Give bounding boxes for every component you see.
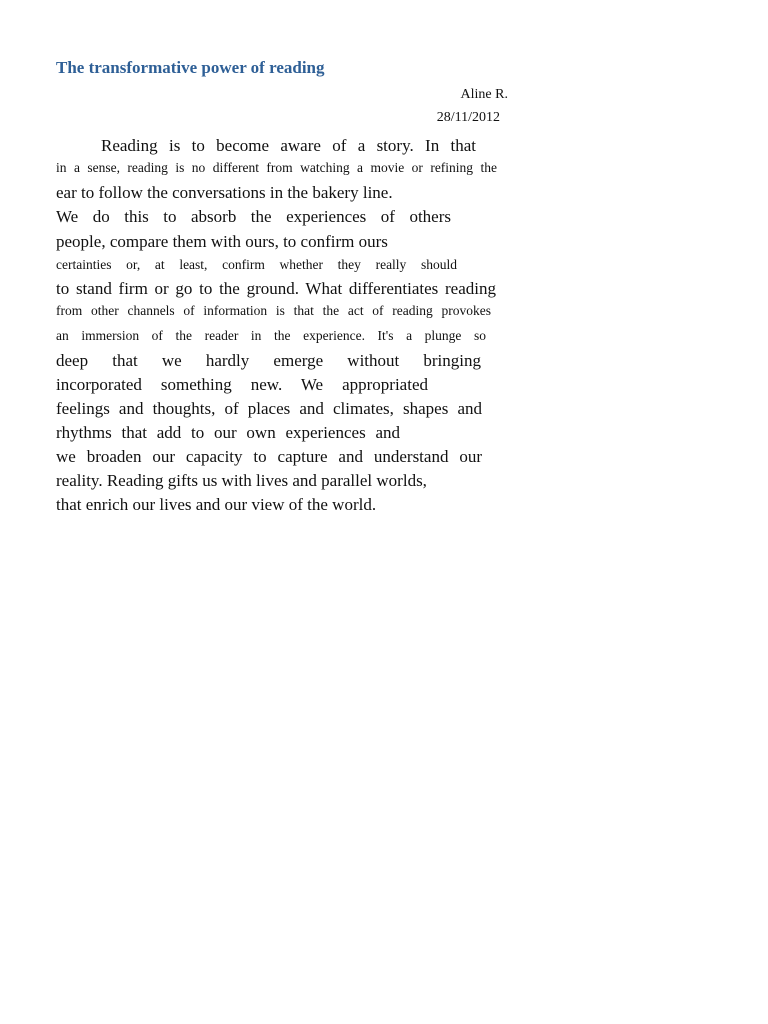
paragraph-line: an immersion of the reader in the experience. It's a plunge so: [56, 328, 486, 343]
paragraph-line: people, compare them with ours, to confirm ours: [56, 232, 388, 251]
paragraph-line: from other channels of information is that the act of reading provokes: [56, 303, 491, 318]
paragraph-line: incorporated something new. We appropriated: [56, 375, 428, 394]
paragraph-line: feelings and thoughts, of places and climates, shapes and: [56, 399, 482, 418]
paragraph-line: deep that we hardly emerge without bringing: [56, 351, 481, 370]
paragraph-line: We do this to absorb the experiences of others: [56, 207, 451, 226]
paragraph-line: that enrich our lives and our view of the world.: [56, 495, 377, 514]
document-title: The transformative power of reading: [56, 58, 325, 77]
document-date: 28/11/2012: [436, 110, 500, 125]
paragraph-line: we broaden our capacity to capture and understand our: [56, 447, 482, 466]
paragraph-line: certainties or, at least, confirm whether they really should: [56, 257, 457, 272]
paragraph-line: to stand firm or go to the ground. What differentiates reading: [56, 279, 496, 298]
paragraph-line: ear to follow the conversations in the bakery line.: [56, 183, 393, 202]
paragraph-line: rhythms that add to our own experiences and: [56, 423, 400, 442]
paragraph-line: reality. Reading gifts us with lives and parallel worlds,: [56, 471, 427, 490]
paragraph-line: Reading is to become aware of a story. In that: [101, 136, 476, 155]
paragraph-line: in a sense, reading is no different from watching a movie or refining the: [56, 160, 497, 175]
author-name: Aline R.: [460, 87, 508, 102]
